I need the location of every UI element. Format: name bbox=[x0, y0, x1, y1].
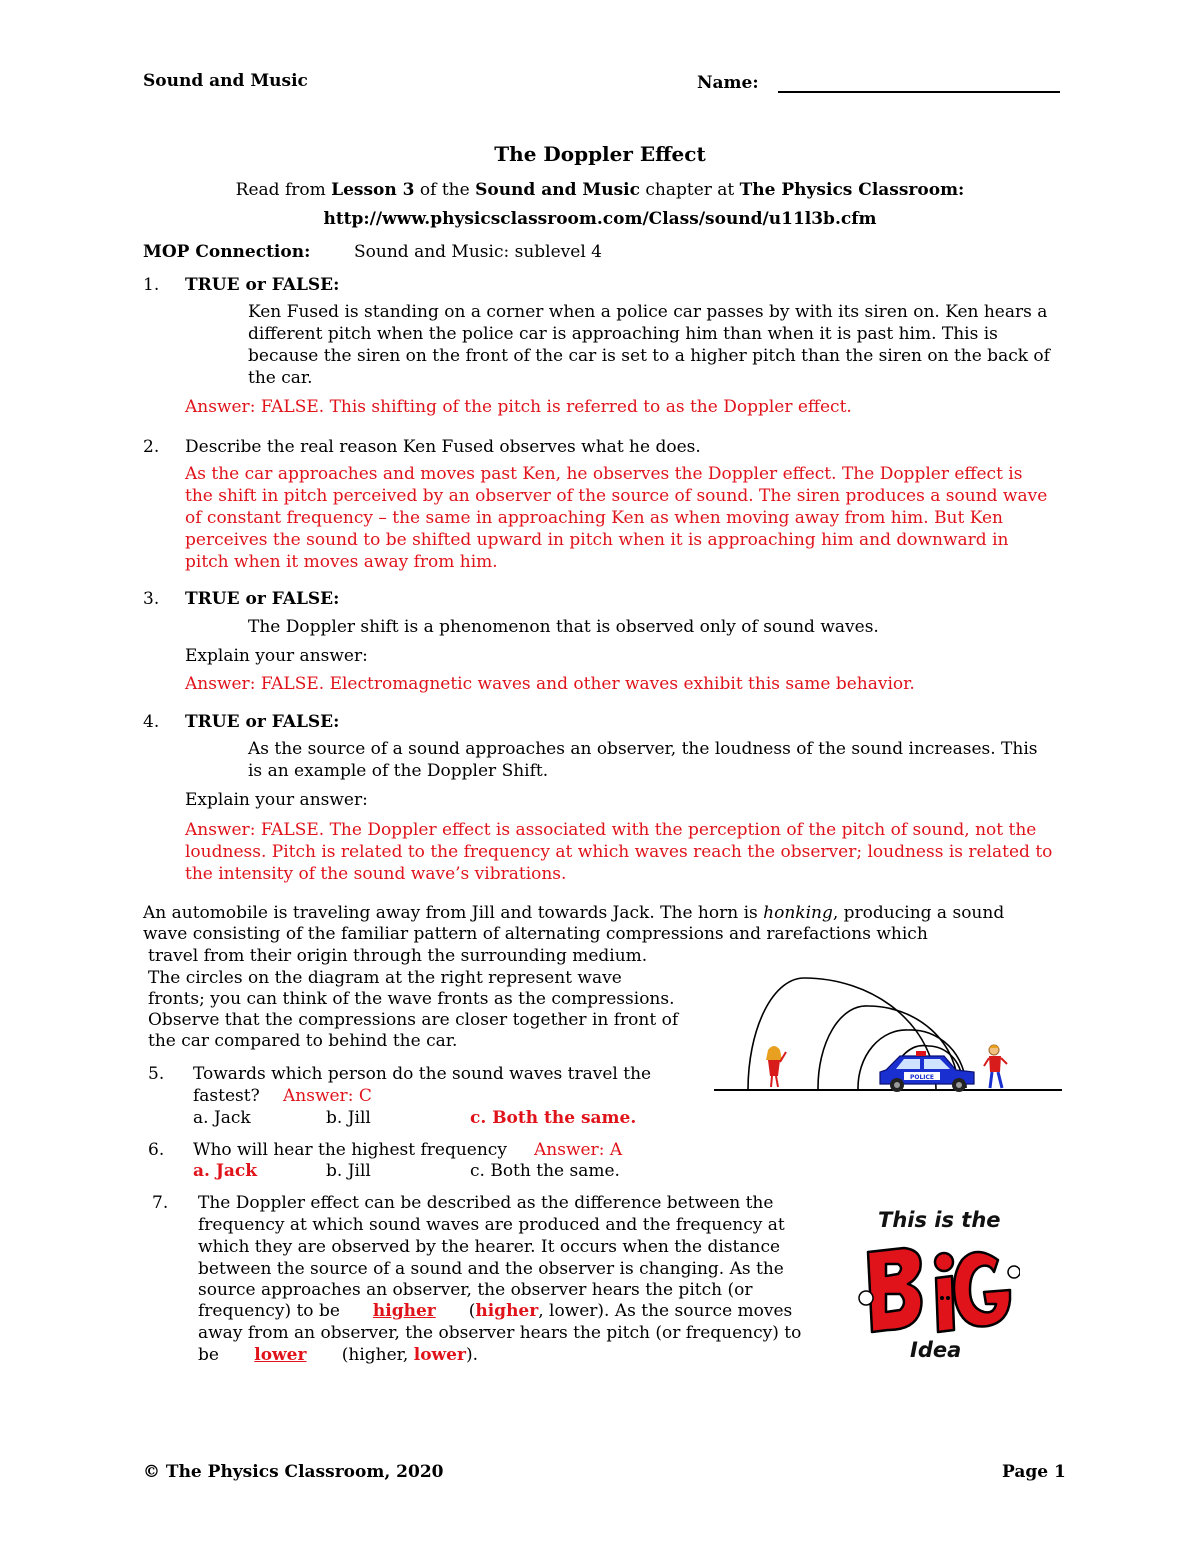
q7-line: away from an observer, the observer hears the pitch (or frequency) to bbox=[198, 1323, 802, 1343]
page-title: The Doppler Effect bbox=[494, 142, 706, 166]
big-idea-logo bbox=[858, 1238, 1020, 1340]
q7-text: (higher, bbox=[336, 1345, 414, 1365]
q4-answer-line: Answer: FALSE. The Doppler effect is associated with the perception of the pitch of sound, not the bbox=[185, 820, 1037, 840]
q2-answer-line: As the car approaches and moves past Ken, he observes the Doppler effect. The Doppler effect is bbox=[185, 464, 1023, 484]
q7-blank-1[interactable]: higher bbox=[372, 1301, 436, 1321]
q3-number: 3. bbox=[143, 589, 160, 609]
police-car bbox=[880, 1051, 974, 1092]
q7-text: frequency) to be bbox=[198, 1301, 346, 1321]
jack-figure bbox=[984, 1045, 1007, 1088]
q7-line: between the source of a sound and the observer is changing. As the bbox=[198, 1259, 784, 1279]
q4-answer-line: the intensity of the sound wave’s vibrations. bbox=[185, 864, 567, 884]
q2-number: 2. bbox=[143, 437, 160, 457]
intro-text: of the bbox=[414, 180, 476, 200]
q7-line: The Doppler effect can be described as the difference between the bbox=[198, 1193, 774, 1213]
q7-line: frequency at which sound waves are produced and the frequency at bbox=[198, 1215, 785, 1235]
logo-letter-b bbox=[868, 1248, 922, 1332]
scenario-text: An automobile is traveling away from Jill and towards Jack. The horn is bbox=[143, 903, 764, 923]
q3-statement: The Doppler shift is a phenomenon that is observed only of sound waves. bbox=[248, 617, 879, 637]
q7-line: source approaches an observer, the observer hears the pitch (or bbox=[198, 1280, 753, 1300]
q7-text: ( bbox=[463, 1301, 476, 1321]
q4-answer-line: loudness. Pitch is related to the frequency at which waves reach the observer; loudness is related to bbox=[185, 842, 1053, 862]
url-link[interactable]: http://www.physicsclassroom.com/Class/sound/u11l3b.cfm bbox=[323, 209, 877, 229]
intro-text: Read from bbox=[235, 180, 332, 200]
q4-tf-label: TRUE or FALSE: bbox=[185, 712, 340, 732]
chapter-ref: Sound and Music bbox=[475, 180, 640, 200]
q7-text: be bbox=[198, 1345, 225, 1365]
q3-explain-label: Explain your answer: bbox=[185, 646, 368, 666]
q7-choice-higher: higher bbox=[475, 1301, 539, 1321]
q3-tf-label: TRUE or FALSE: bbox=[185, 589, 340, 609]
q2-answer-line: of constant frequency – the same in approaching Ken as when moving away from him. But Ken bbox=[185, 508, 1003, 528]
q5-option-c: c. Both the same. bbox=[470, 1108, 637, 1128]
q2-answer-line: pitch when it moves away from him. bbox=[185, 552, 498, 572]
q6-option-c: c. Both the same. bbox=[470, 1161, 620, 1181]
q5-prompt-line: Towards which person do the sound waves travel the bbox=[193, 1064, 652, 1084]
reading-instructions bbox=[0, 179, 1200, 201]
q6-answer: Answer: A bbox=[534, 1140, 623, 1160]
q7-line bbox=[198, 1344, 478, 1366]
lesson-ref: Lesson 3 bbox=[331, 180, 415, 200]
course-title: Sound and Music bbox=[143, 71, 308, 91]
doppler-wavefront-diagram bbox=[708, 966, 1068, 1096]
logo-hand-right bbox=[1008, 1266, 1020, 1278]
q5-option-b: b. Jill bbox=[326, 1108, 371, 1128]
q5-option-a: a. Jack bbox=[193, 1108, 251, 1128]
q1-answer: Answer: FALSE. This shifting of the pitch is referred to as the Doppler effect. bbox=[185, 397, 852, 417]
q2-answer-line: perceives the sound to be shifted upward in pitch when it is approaching him and downward in bbox=[185, 530, 1009, 550]
q4-number: 4. bbox=[143, 712, 160, 732]
q7-line bbox=[198, 1300, 792, 1322]
q1-statement-line: the car. bbox=[248, 368, 313, 388]
scenario-text: , producing a sound bbox=[832, 903, 1005, 923]
q6-prompt: Who will hear the highest frequency bbox=[193, 1140, 507, 1160]
q6-number: 6. bbox=[148, 1140, 165, 1160]
q5-answer: Answer: C bbox=[283, 1086, 372, 1106]
big-idea-caption-bottom: Idea bbox=[910, 1338, 962, 1362]
scenario-line: travel from their origin through the surrounding medium. bbox=[148, 946, 648, 966]
q4-explain-label: Explain your answer: bbox=[185, 790, 368, 810]
q7-choice-lower: lower bbox=[413, 1345, 466, 1365]
footer-page-number: Page 1 bbox=[1002, 1462, 1066, 1482]
wavefront-arc bbox=[818, 1006, 868, 1089]
q7-line: which they are observed by the hearer. It occurs when the distance bbox=[198, 1237, 781, 1257]
q1-statement-line: because the siren on the front of the car is set to a higher pitch than the siren on the back of bbox=[248, 346, 1050, 366]
footer-copyright: © The Physics Classroom, 2020 bbox=[143, 1462, 444, 1482]
scenario-line: the car compared to behind the car. bbox=[148, 1031, 458, 1051]
q4-statement-line: is an example of the Doppler Shift. bbox=[248, 761, 549, 781]
q1-tf-label: TRUE or FALSE: bbox=[185, 275, 340, 295]
q1-statement-line: different pitch when the police car is approaching him than when it is past him. This is bbox=[248, 324, 998, 344]
scenario-line: fronts; you can think of the wave fronts as the compressions. bbox=[148, 989, 675, 1009]
scenario-emphasis: honking bbox=[763, 903, 833, 923]
name-blank-line[interactable] bbox=[778, 91, 1060, 93]
intro-text: chapter at bbox=[639, 180, 740, 200]
logo-hand-left bbox=[859, 1291, 873, 1305]
site-ref: The Physics Classroom: bbox=[739, 180, 965, 200]
q4-statement-line: As the source of a sound approaches an observer, the loudness of the sound increases. This bbox=[248, 739, 1038, 759]
scenario-line bbox=[143, 902, 1004, 924]
q5-prompt-line: fastest? bbox=[193, 1086, 260, 1106]
scenario-line: wave consisting of the familiar pattern of alternating compressions and rarefactions which bbox=[143, 924, 928, 944]
q7-number: 7. bbox=[152, 1193, 169, 1213]
scenario-line: The circles on the diagram at the right represent wave bbox=[148, 968, 622, 988]
q7-blank-2[interactable]: lower bbox=[254, 1345, 307, 1365]
police-label: POLICE bbox=[909, 1074, 935, 1081]
q7-text: ). bbox=[465, 1345, 479, 1365]
q2-answer-line: the shift in pitch perceived by an observer of the source of sound. The siren produces a sound wave bbox=[185, 486, 1048, 506]
q5-number: 5. bbox=[148, 1064, 165, 1084]
q6-option-a: a. Jack bbox=[193, 1161, 258, 1181]
q1-number: 1. bbox=[143, 275, 160, 295]
logo-letter-g bbox=[954, 1252, 1010, 1327]
scenario-line: Observe that the compressions are closer together in front of bbox=[148, 1010, 679, 1030]
big-idea-caption-top: This is the bbox=[878, 1208, 1001, 1232]
logo-letter-i bbox=[936, 1276, 954, 1332]
q3-answer: Answer: FALSE. Electromagnetic waves and other waves exhibit this same behavior. bbox=[185, 674, 915, 694]
q1-statement-line: Ken Fused is standing on a corner when a police car passes by with its siren on. Ken hears a bbox=[248, 302, 1048, 322]
mop-label: MOP Connection: bbox=[143, 242, 311, 262]
mop-value: Sound and Music: sublevel 4 bbox=[354, 242, 602, 262]
jill-figure bbox=[766, 1046, 786, 1087]
q6-option-b: b. Jill bbox=[326, 1161, 371, 1181]
q7-text: , lower). As the source moves bbox=[538, 1301, 793, 1321]
q2-prompt: Describe the real reason Ken Fused observes what he does. bbox=[185, 437, 701, 457]
name-label: Name: bbox=[697, 73, 759, 93]
